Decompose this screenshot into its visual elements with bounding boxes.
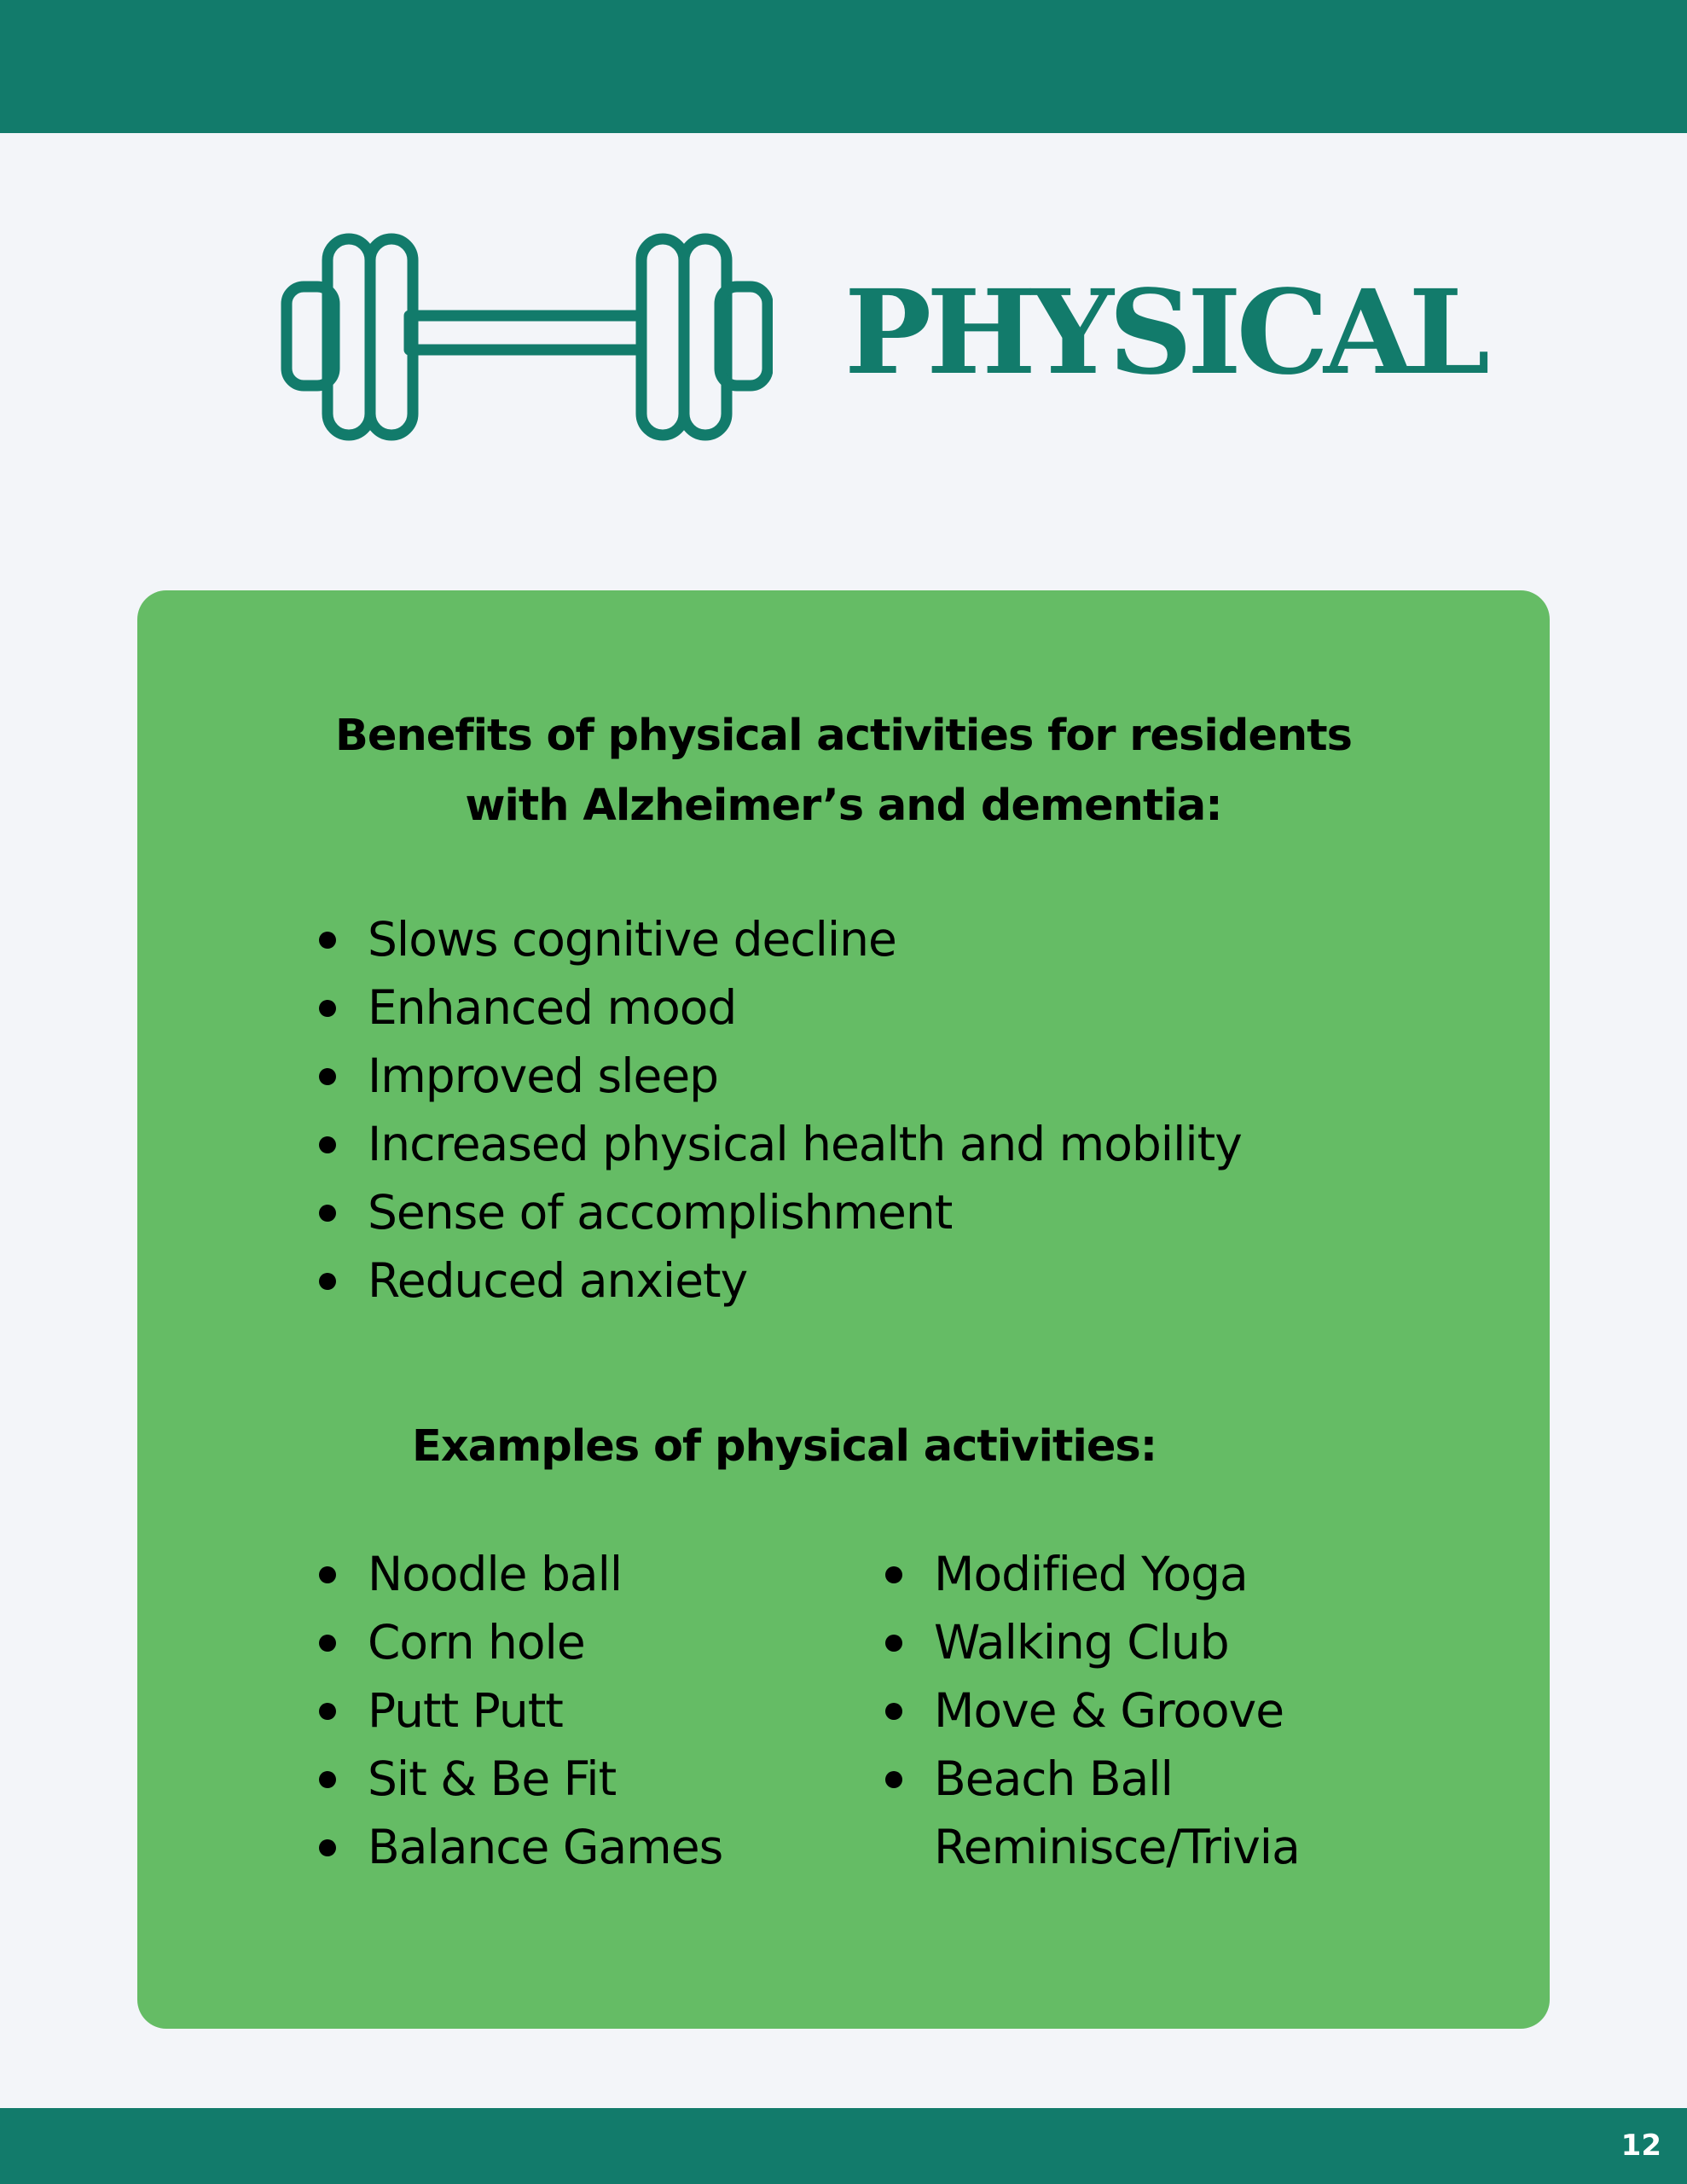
benefits-heading-line1: Benefits of physical activities for residents (335, 711, 1352, 761)
list-item-label: Reduced anxiety (368, 1253, 748, 1308)
examples-list-column1 (368, 1540, 722, 1881)
list-item (368, 973, 1242, 1042)
footer-bar (0, 2108, 1687, 2184)
list-item (368, 905, 1242, 973)
page-title: PHYSICAL (844, 264, 1486, 401)
list-item (934, 1745, 1300, 1813)
bullet-icon (319, 1771, 336, 1788)
list-item-label: Enhanced mood (368, 980, 737, 1035)
examples-list-column2 (934, 1540, 1300, 1881)
list-item-label: Putt Putt (368, 1683, 563, 1738)
bullet-icon (885, 1635, 902, 1652)
list-item-label: Improved sleep (368, 1048, 719, 1103)
header-bar (0, 0, 1687, 133)
list-item (934, 1540, 1300, 1608)
bullet-icon (319, 1205, 336, 1222)
list-item-label: Noodle ball (368, 1547, 623, 1601)
examples-heading: Examples of physical activities: (412, 1421, 1157, 1472)
list-item-label: Modified Yoga (934, 1547, 1248, 1601)
list-item-label: Move & Groove (934, 1683, 1284, 1738)
list-item-label: Reminisce/Trivia (934, 1820, 1300, 1874)
bullet-icon (885, 1703, 902, 1720)
bullet-icon (885, 1771, 902, 1788)
list-item (934, 1608, 1300, 1676)
list-item (934, 1813, 1300, 1881)
benefits-heading-line2: with Alzheimer’s and dementia: (465, 781, 1222, 831)
list-item (368, 1246, 1242, 1315)
list-item (934, 1676, 1300, 1745)
list-item-label: Sit & Be Fit (368, 1751, 617, 1806)
bullet-icon (885, 1566, 902, 1583)
dumbbell-icon (280, 232, 773, 442)
list-item (368, 1110, 1242, 1178)
bullet-icon (319, 1635, 336, 1652)
list-item-label: Increased physical health and mobility (368, 1117, 1242, 1171)
list-item (368, 1745, 722, 1813)
bullet-icon (319, 1839, 336, 1856)
bullet-icon (319, 1000, 336, 1017)
list-item (368, 1813, 722, 1881)
benefits-list (368, 905, 1242, 1315)
list-item-label: Corn hole (368, 1615, 585, 1670)
list-item (368, 1676, 722, 1745)
bullet-icon (319, 1703, 336, 1720)
bullet-icon (319, 1273, 336, 1290)
bullet-icon (319, 932, 336, 949)
list-item (368, 1540, 722, 1608)
bullet-icon (319, 1566, 336, 1583)
bullet-icon (319, 1068, 336, 1085)
list-item (368, 1178, 1242, 1246)
list-item (368, 1608, 722, 1676)
list-item (368, 1042, 1242, 1110)
benefits-heading (137, 701, 1550, 841)
content-card (137, 590, 1550, 2029)
list-item-label: Sense of accomplishment (368, 1185, 953, 1240)
bullet-icon (319, 1136, 336, 1153)
list-item-label: Slows cognitive decline (368, 912, 896, 967)
list-item-label: Beach Ball (934, 1751, 1173, 1806)
list-item-label: Balance Games (368, 1820, 723, 1874)
list-item-label: Walking Club (934, 1615, 1229, 1670)
page-number: 12 (1620, 2129, 1661, 2163)
